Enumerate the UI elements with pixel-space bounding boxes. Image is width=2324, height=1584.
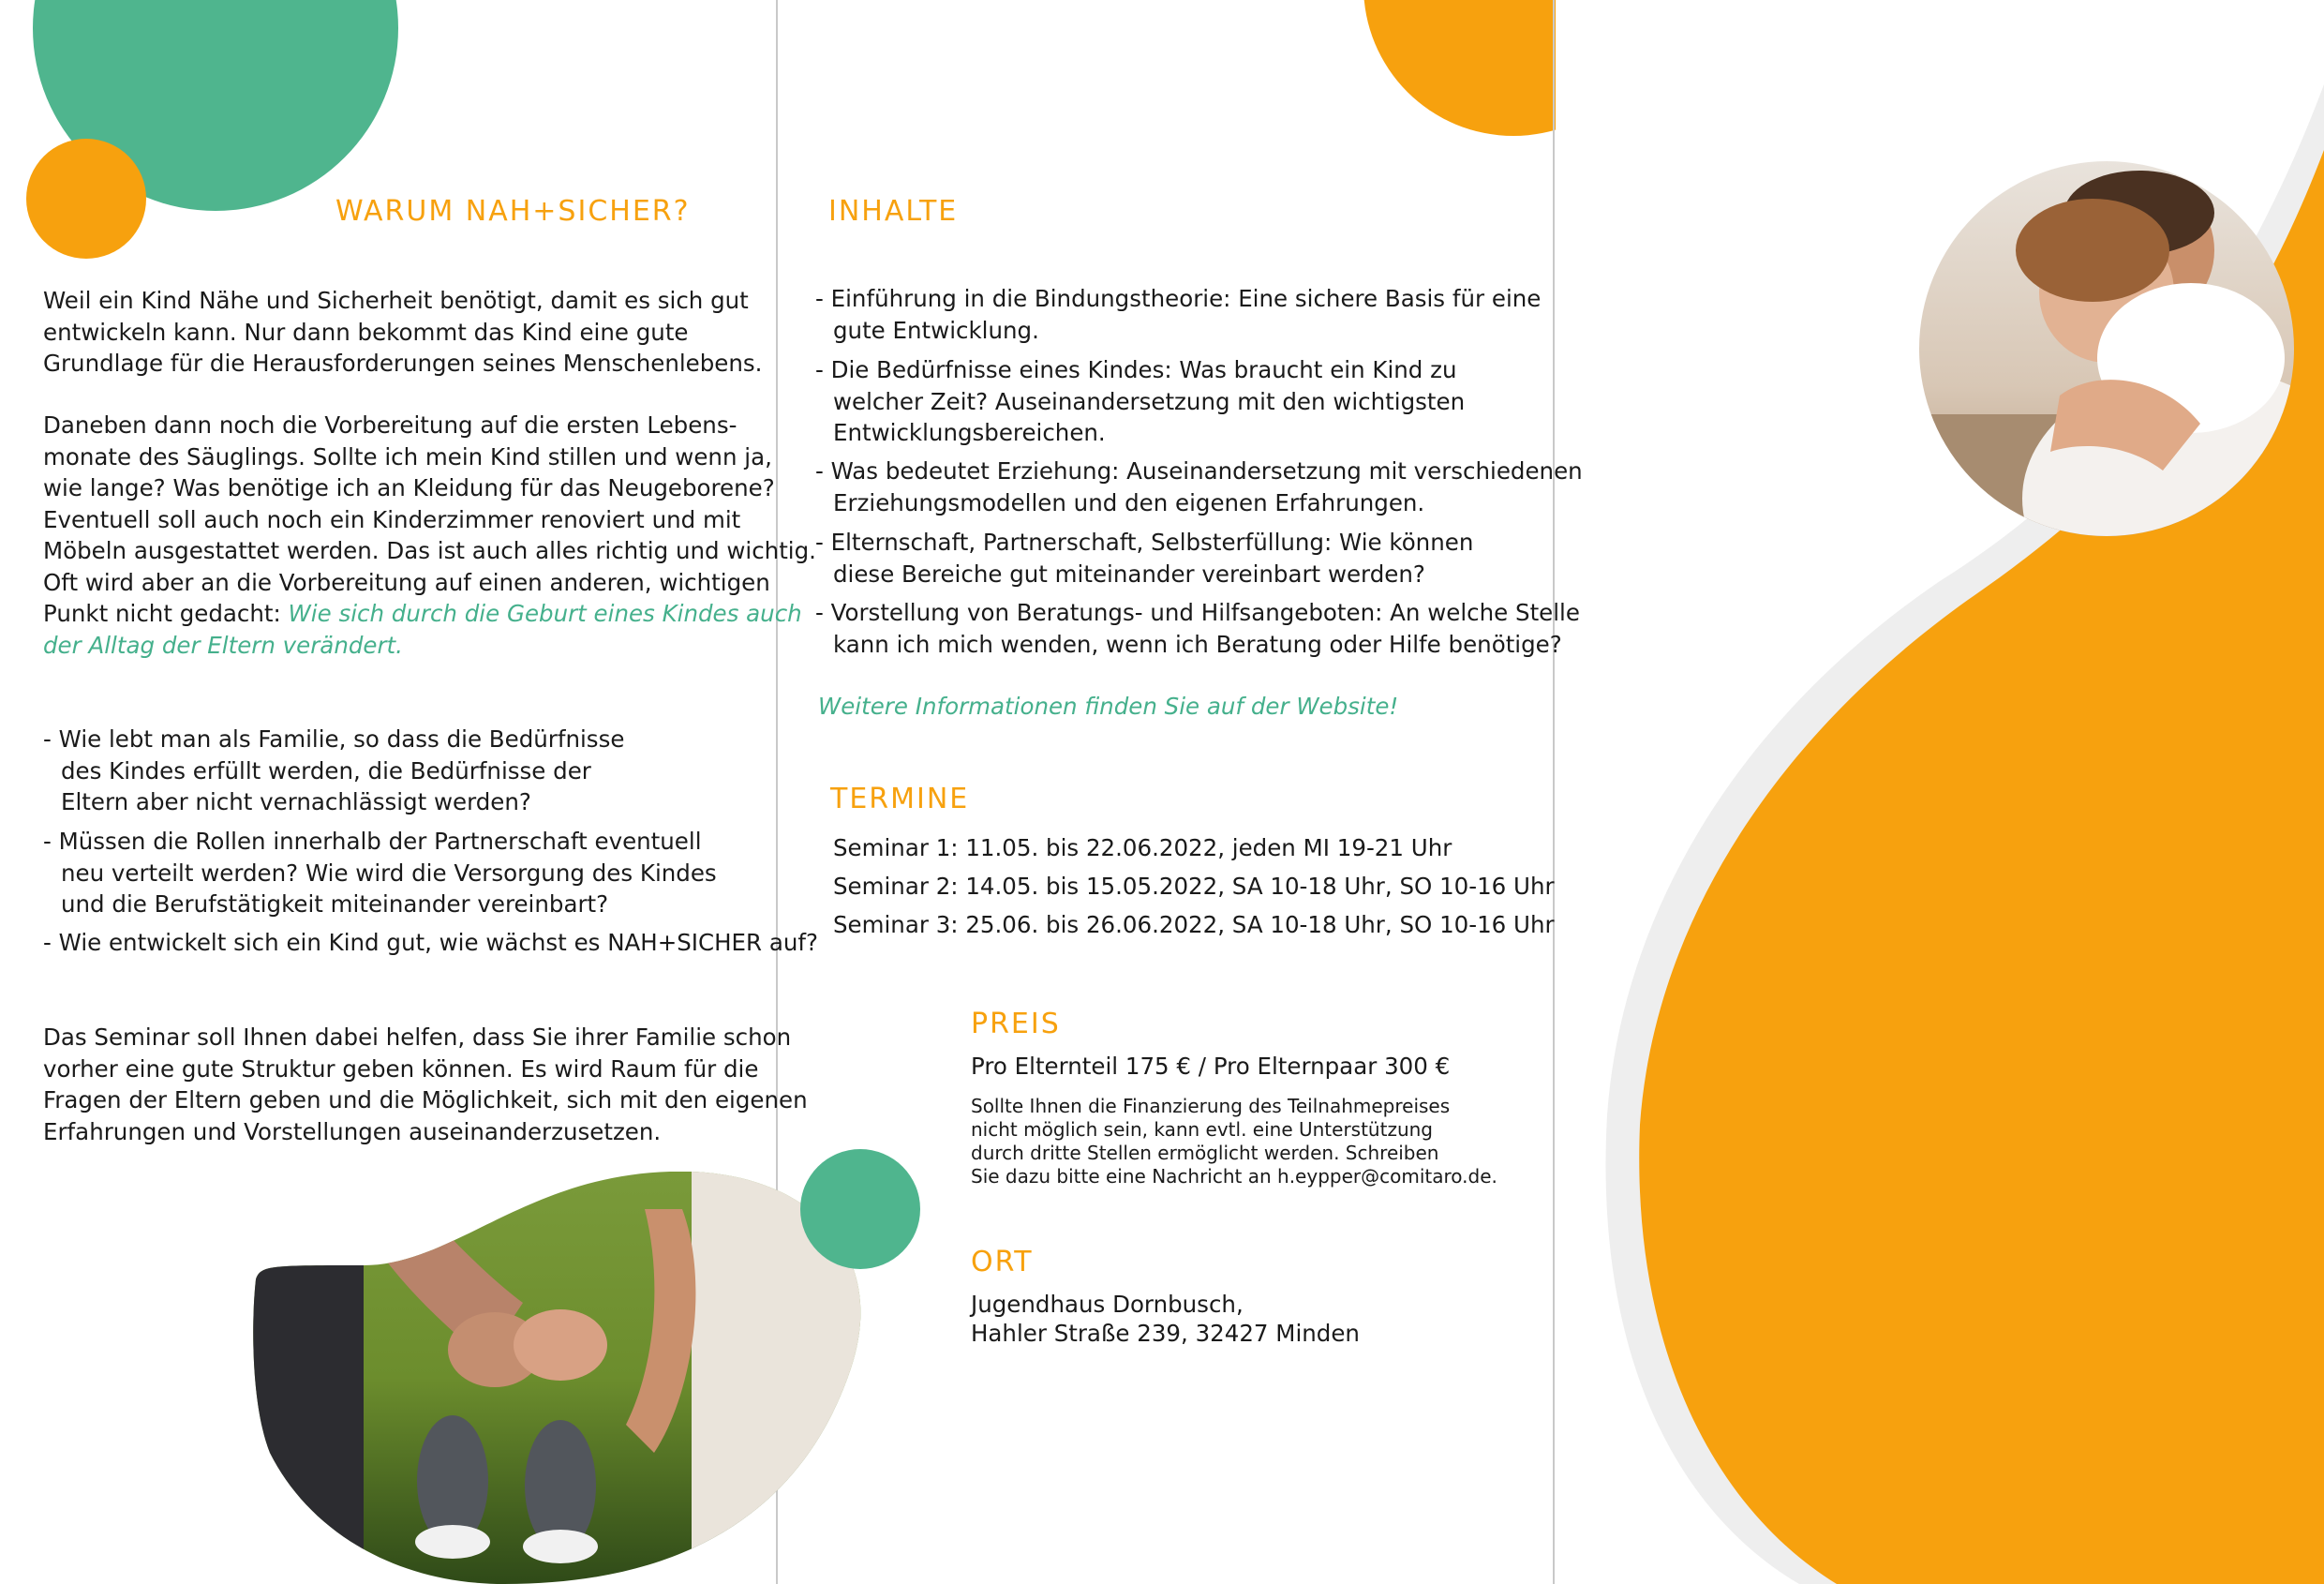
heading-termine: TERMINE: [830, 783, 970, 815]
preparation-paragraph: Daneben dann noch die Vorbereitung auf die ersten Lebens- monate des Säuglings. Sollte ich mein Kind stillen und wenn ja, wie lange? Was benötige ich an Kleidung für das Neugeborene? Eventuell soll auch noch ein Kinderzimmer renoviert und mit Möbeln ausgestattet werden. Das ist auch alles richtig und wichtig. Oft wird aber an die Vorbereitung auf einen anderen, wichtigen Punkt nicht gedacht: Wie sich durch die Geburt eines Kindes auch der Alltag der Eltern verändert.: [43, 411, 816, 659]
highlight-text: Wie sich durch die Geburt eines Kindes auch: [288, 600, 802, 627]
heading-preis: PREIS: [971, 1008, 1061, 1040]
question-item-3: - Wie entwickelt sich ein Kind gut, wie wächst es NAH+SICHER auf?: [43, 929, 818, 956]
heading-ort: ORT: [971, 1246, 1034, 1278]
question-item-1: - Wie lebt man als Familie, so dass die Bedürfnisse des Kindes erfüllt werden, die Bedürfnisse der Eltern aber nicht vernachlässigt werden?: [43, 725, 625, 815]
contents-item-3: - Was bedeutet Erziehung: Auseinandersetzung mit verschiedenen Erziehungsmodellen und den eigenen Erfahrungen.: [815, 457, 1583, 516]
contents-item-5: - Vorstellung von Beratungs- und Hilfsangeboten: An welche Stelle kann ich mich wenden, wenn ich Beratung oder Hilfe benötige?: [815, 599, 1580, 658]
fold-line-right: [1553, 0, 1555, 1584]
heading-warum: WARUM NAH+SICHER?: [335, 195, 691, 228]
date-seminar-2: Seminar 2: 14.05. bis 15.05.2022, SA 10-18 Uhr, SO 10-16 Uhr: [833, 873, 1555, 900]
date-seminar-1: Seminar 1: 11.05. bis 22.06.2022, jeden MI 19-21 Uhr: [833, 834, 1452, 861]
contents-item-4: - Elternschaft, Partnerschaft, Selbsterfüllung: Wie können diese Bereiche gut miteinander vereinbart werden?: [815, 529, 1474, 588]
heading-inhalte: INHALTE: [828, 195, 959, 228]
closing-paragraph: Das Seminar soll Ihnen dabei helfen, dass Sie ihrer Familie schon vorher eine gute Struktur geben können. Es wird Raum für die Fragen der Eltern geben und die Möglichkeit, sich mit den eigenen Erfahrungen und Vorstellungen auseinanderzusetzen.: [43, 1024, 808, 1145]
website-note: Weitere Informationen finden Sie auf der Website!: [818, 693, 1399, 720]
contents-item-1: - Einführung in die Bindungstheorie: Eine sichere Basis für eine gute Entwicklung.: [815, 285, 1542, 344]
date-seminar-3: Seminar 3: 25.06. bis 26.06.2022, SA 10-18 Uhr, SO 10-16 Uhr: [833, 911, 1555, 938]
green-circle-bottom: [799, 1148, 921, 1270]
question-item-2: - Müssen die Rollen innerhalb der Partnerschaft eventuell neu verteilt werden? Wie wird die Versorgung des Kindes und die Berufstätigkeit miteinander vereinbart?: [43, 828, 717, 918]
photo-parent-hugging-child: [1919, 161, 2294, 536]
contents-item-2: - Die Bedürfnisse eines Kindes: Was braucht ein Kind zu welcher Zeit? Auseinandersetzung mit den wichtigsten Entwicklungsbereichen.: [815, 356, 1466, 446]
price-text: Pro Elternteil 175 € / Pro Elternpaar 300 €: [971, 1053, 1451, 1080]
photo-parents-holding-baby-shoes: [251, 1172, 870, 1584]
price-note: Sollte Ihnen die Finanzierung des Teilnahmepreises nicht möglich sein, kann evtl. eine Unterstützung durch dritte Stellen ermöglicht werden. Schreiben Sie dazu bitte eine Nachricht an h.eypper@comitaro.de.: [971, 1095, 1497, 1188]
location-text: Jugendhaus Dornbusch, Hahler Straße 239, 32427 Minden: [971, 1291, 1360, 1347]
orange-circle-top-left: [26, 139, 146, 259]
dates-list: [833, 829, 1555, 944]
intro-paragraph: Weil ein Kind Nähe und Sicherheit benötigt, damit es sich gut entwickeln kann. Nur dann bekommt das Kind eine gute Grundlage für die Herausforderungen seines Menschenlebens.: [43, 287, 763, 377]
